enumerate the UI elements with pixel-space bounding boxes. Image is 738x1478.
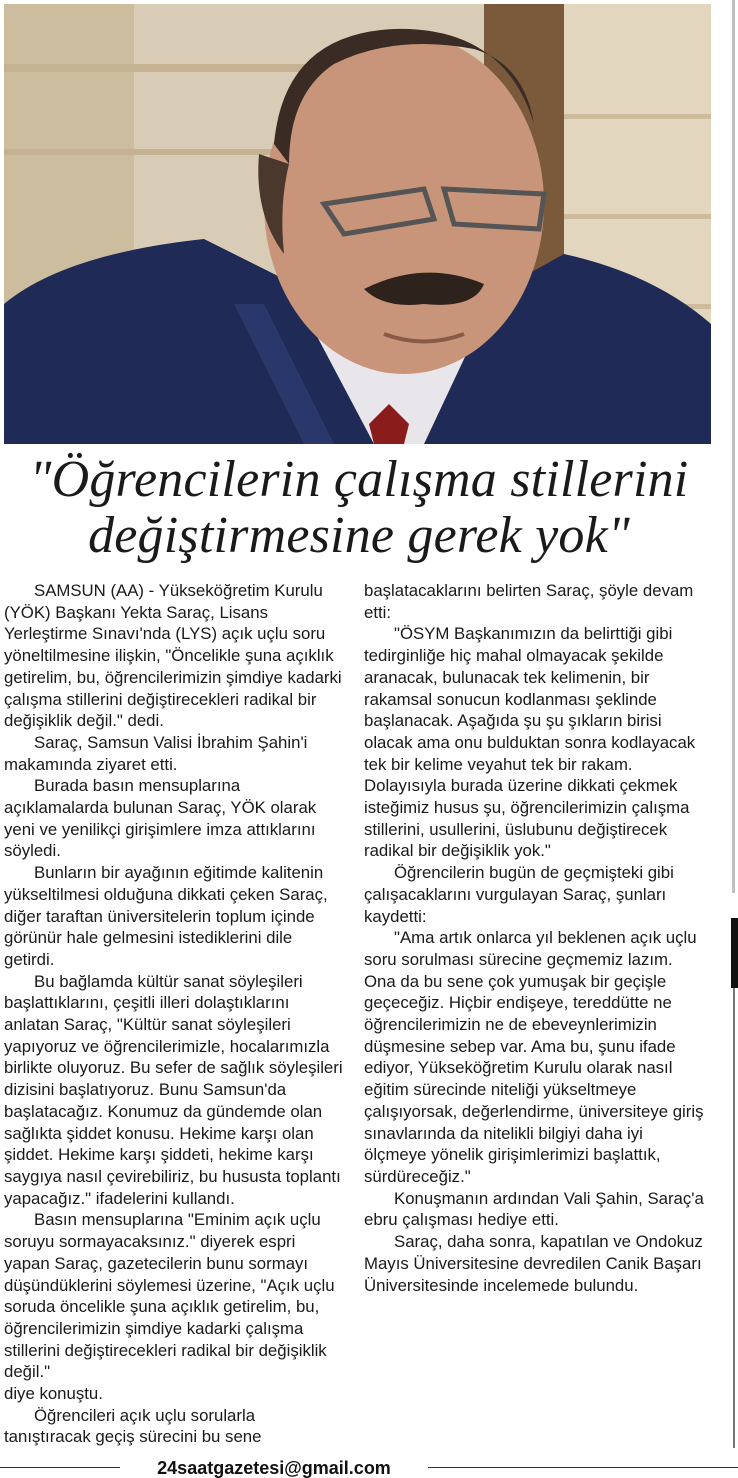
paragraph: Bunların bir ayağının eğitimde kalitenin yükseltilmesi olduğuna dikkati çeken Saraç, diğer taraftan üniversitelerin toplum içinde görünür hale gelmesini istediklerini dile getirdi. <box>4 863 328 969</box>
article-headline <box>0 452 718 564</box>
footer-rule-right <box>428 1467 738 1468</box>
footer-email: 24saatgazetesi@gmail.com <box>157 1458 391 1478</box>
paragraph: Bu bağlamda kültür sanat söyleşileri başlattıklarını, çeşitli illeri dolaştıklarını anlatan Saraç, "Kültür sanat söyleşileri yapıyoruz ve öğrencilerimizle, hocalarımızla birlikte oluyoruz. Bu sefer de sağlık söyleşileri dizisini başlatıyoruz. Bunu Samsun'da başlatacağız. Konumuz da gündemde olan sağlıkta şiddet konusu. Hekime karşı olan şiddet. Hekime karşı şiddeti, hekime karşı saygıya nasıl çevirebiliriz, bu hususta toplantı yapacağız." ifadelerini kullandı. <box>4 971 343 1208</box>
page-footer <box>0 1456 738 1476</box>
paragraph-continuation: diye konuştu. <box>4 1384 103 1404</box>
headline-line-2: değiştirmesine gerek yok" <box>88 507 630 564</box>
paragraph: "ÖSYM Başkanımızın da belirttiği gibi tedirginliğe hiç mahal olmayacak şekilde aranacak, bulunacak tek kelimenin, bir rakamsal sonucun kodlanması şeklinde başlanacak. Aşağıda şu şu şıkların birisi olacak ama onu bulduktan sonra kodlayacak tek bir kelime veyahut tek bir rakam. Dolayısıyla burada üzerine dikkati çekmek isteğimiz husus şu, öğrencilerimizin çalışma stillerini, usullerini, üslubunu değiştirecek radikal bir değişiklik yok." <box>364 624 696 861</box>
paragraph: SAMSUN (AA) - Yükseköğretim Kurulu (YÖK) Başkanı Yekta Saraç, Lisans Yerleştirme Sınavı'nda (LYS) açık uçlu soru yöneltilmesine ilişkin, "Öncelikle şuna açıklık getirelim, bu, öğrencilerimizin şimdiye kadarki çalışma stillerini değiştirecekleri radikal bir değişiklik değil." dedi. <box>4 581 342 731</box>
article-body <box>4 580 704 1460</box>
paragraph: Konuşmanın ardından Vali Şahin, Saraç'a ebru çalışması hediye etti. <box>364 1188 704 1230</box>
paragraph: "Ama artık onlarca yıl beklenen açık uçlu soru sorulması sürecine geçmemiz lazım. Ona da bu sene çok yumuşak bir geçişle geçeceğiz. Hiçbir endişeye, tereddütte ne öğrencilerimizin ne de ebeveynlerimizin düşmesine sebep var. Ama bu, şunu ifade ediyor, Yükseköğretim Kurulu olarak nasıl eğitim sürecinde niteliği yükseltmeye çalışıyorsak, değerlendirme, üniversiteye giriş sınavlarında da nitelikli bilgiyi daha iyi ölçmeye yönelik girişimlerimizi başlattık, sürdüreceğiz." <box>364 928 704 1186</box>
article-photo <box>4 4 711 444</box>
headline-line-1: "Öğrencilerin çalışma stillerini <box>29 451 689 508</box>
right-divider-lower <box>733 988 735 1448</box>
paragraph: Öğrencilerin bugün de geçmişteki gibi çalışacaklarını vurgulayan Saraç, şunları kaydetti: <box>364 863 674 926</box>
paragraph: Burada basın mensuplarına açıklamalarda bulunan Saraç, YÖK olarak yeni ve yenilikçi girişimlere imza attıklarını söyledi. <box>4 776 317 861</box>
portrait-illustration <box>4 4 711 444</box>
footer-rule-left <box>0 1467 120 1468</box>
paragraph: Saraç, daha sonra, kapatılan ve Ondokuz Mayıs Üniversitesine devredilen Canik Başarı Üniversitesinde incelemede bulundu. <box>364 1232 703 1295</box>
paragraph: Öğrencileri açık uçlu sorularla tanıştıracak geçiş sürecini bu sene başlatacaklarını belirten Saraç, şöyle devam etti: <box>4 581 694 1447</box>
paragraph: Basın mensuplarına "Eminim açık uçlu soruyu sormayacaksınız." diyerek espri yapan Saraç, gazetecilerin bunu sormayı düşündüklerini söylemesi üzerine, "Açık uçlu soruda öncelikle şuna açıklık getirelim, bu, öğrencilerimizin şimdiye kadarki çalışma stillerini değiştirecekleri radikal bir değişiklik değil." <box>4 1210 335 1382</box>
paragraph: Saraç, Samsun Valisi İbrahim Şahin'i makamında ziyaret etti. <box>4 732 308 774</box>
right-block-marker <box>731 918 738 988</box>
right-divider <box>732 0 735 893</box>
